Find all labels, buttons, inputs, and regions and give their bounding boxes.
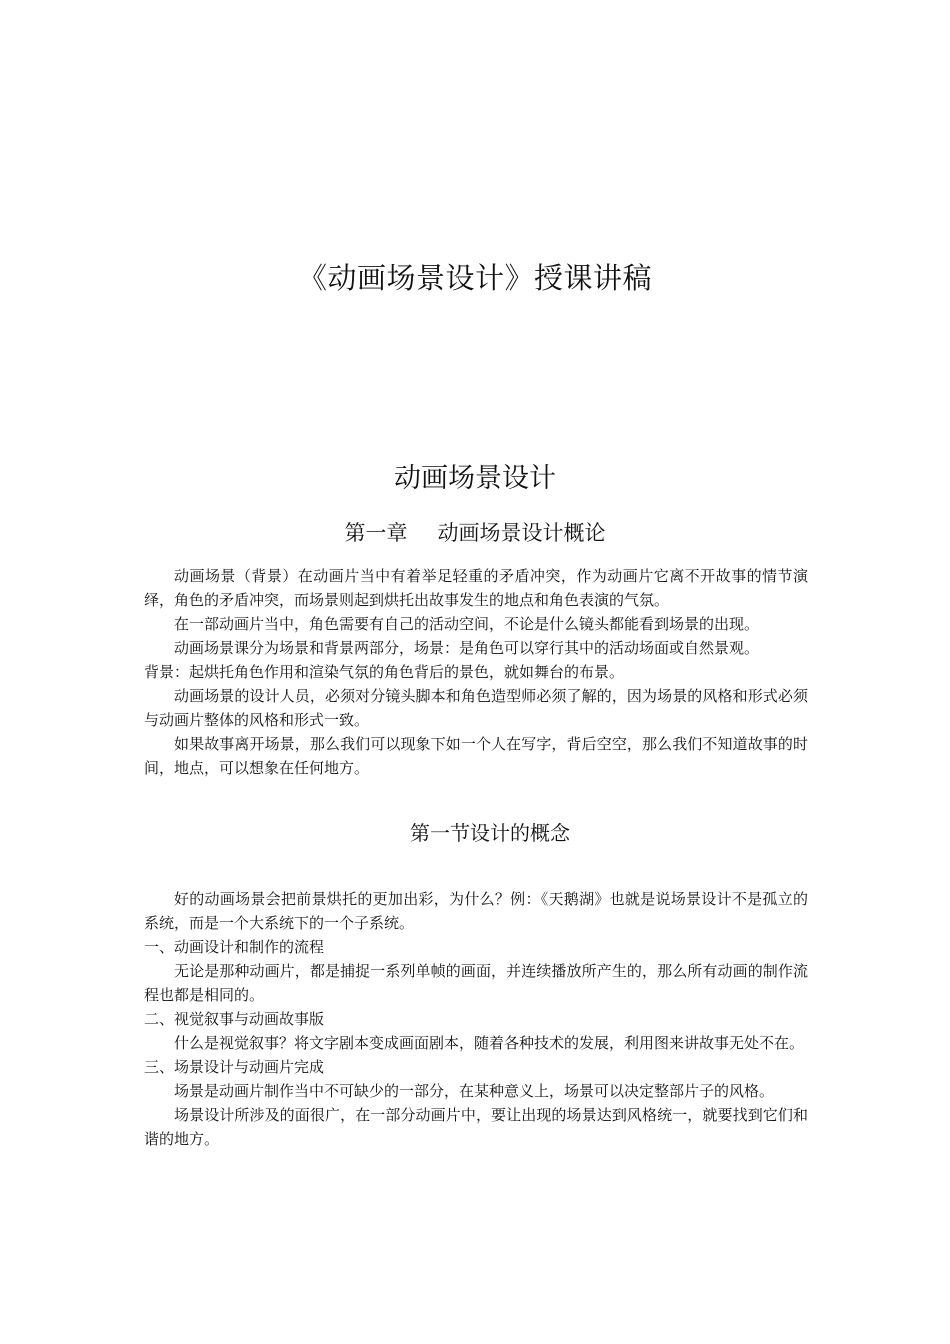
intro-text-block	[144, 564, 808, 780]
subheading: 三、场景设计与动画片完成	[144, 1058, 325, 1076]
paragraph: 动画场景的设计人员，必须对分镜头脚本和角色造型师必须了解的，因为场景的风格和形式必须与动画片整体的风格和形式一致。	[144, 687, 808, 729]
paragraph: 动画场景（背景）在动画片当中有着举足轻重的矛盾冲突，作为动画片它离不开故事的情节演绎，角色的矛盾冲突，而场景则起到烘托出故事发生的地点和角色表演的气氛。	[144, 567, 808, 609]
paragraph: 场景设计所涉及的面很广，在一部分动画片中，要让出现的场景达到风格统一，就要找到它们和谐的地方。	[144, 1106, 808, 1148]
chapter-number: 第一章	[344, 521, 408, 545]
document-title: 动画场景设计	[394, 463, 556, 494]
paragraph: 场景是动画片制作当中不可缺少的一部分，在某种意义上，场景可以决定整部片子的风格。	[174, 1082, 775, 1100]
section-heading: 第一节设计的概念	[410, 821, 570, 845]
chapter-name: 动画场景设计概论	[437, 521, 606, 545]
paragraph: 动画场景课分为场景和背景两部分，场景：是角色可以穿行其中的活动场面或自然景观。	[174, 639, 760, 657]
subheading: 二、视觉叙事与动画故事版	[144, 1010, 325, 1028]
paragraph: 如果故事离开场景，那么我们可以现象下如一个人在写字，背后空空，那么我们不知道故事的时间，地点，可以想象在任何地方。	[144, 735, 808, 777]
chapter-heading	[0, 517, 950, 549]
paragraph: 什么是视觉叙事？将文字剧本变成画面剧本，随着各种技术的发展，利用图来讲故事无处不在。	[174, 1034, 805, 1052]
section-text-block	[144, 887, 808, 1151]
paragraph: 好的动画场景会把前景烘托的更加出彩，为什么？例：《天鹅湖》也就是说场景设计不是孤立的系统，而是一个大系统下的一个子系统。	[144, 890, 808, 932]
subheading: 一、动画设计和制作的流程	[144, 938, 325, 956]
paragraph: 在一部动画片当中，角色需要有自己的活动空间，不论是什么镜头都能看到场景的出现。	[174, 615, 760, 633]
paragraph: 背景：起烘托角色作用和渲染气氛的角色背后的景色，就如舞台的布景。	[144, 663, 625, 681]
paragraph: 无论是那种动画片，都是捕捉一系列单帧的画面，并连续播放所产生的，那么所有动画的制作流程也都是相同的。	[144, 962, 808, 1004]
cover-title: 《动画场景设计》授课讲稿	[297, 261, 652, 295]
